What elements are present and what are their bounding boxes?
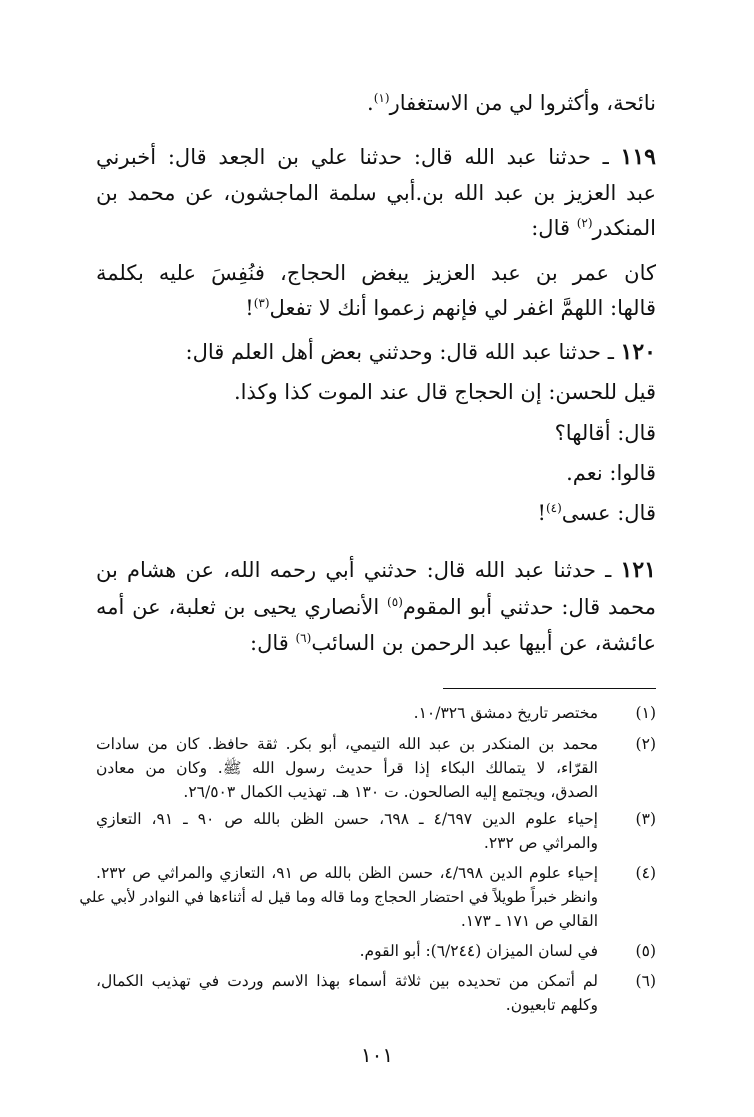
footnote-text: محمد بن المنكدر بن عبد الله التيمي، أبو بكر. ثقة حافظ. كان من سادات <box>96 735 598 753</box>
hadith-number: ١٢١ <box>620 557 656 583</box>
text-line: المنكدر$^{(٢)}$ قال: <box>531 216 656 240</box>
text-line: قيل للحسن: إن الحجاج قال عند الموت كذا وكذا. <box>233 380 656 404</box>
hadith-number: ١١٩ <box>620 144 656 170</box>
footnote-number: (٢) <box>635 735 656 753</box>
text-line: قالها: اللهمَّ اغفر لي فإنهم زعموا أنك لا تفعل$^{(٣)}$! <box>245 296 656 320</box>
footnote-ref: (٢) <box>576 216 593 230</box>
footnote-ref: (٦) <box>295 631 312 645</box>
text-line: عائشة، عن أبيها عبد الرحمن بن السائب$^{(٦)}$ قال: <box>250 631 656 655</box>
footnote-text: وانظر خبراً طويلاً في احتضار الحجاج وما قاله وما قيل له أثناءها في النوادر لأبي علي <box>79 888 598 906</box>
footnote-number: (٤) <box>635 864 656 882</box>
hadith-number: ١٢٠ <box>620 339 656 365</box>
footnote-text: إحياء علوم الدين ٤/٦٩٧ ـ ٦٩٨، حسن الظن بالله ص ٩٠ ـ ٩١، التعازي <box>96 810 598 828</box>
footnote-text: والمراثي ص ٢٣٢. <box>483 834 598 852</box>
text-line: محمد قال: حدثني أبو المقوم$^{(٥)}$ الأنصاري يحيى بن ثعلبة، عن أمه <box>96 595 656 619</box>
footnote <box>96 808 656 854</box>
text-line: قال: عسى$^{(٤)}$! <box>537 501 656 525</box>
hadith-121-line: ١٢١ ـ حدثنا عبد الله قال: حدثني أبي رحمه الله، عن هشام بن <box>96 557 656 583</box>
footnote <box>96 940 656 963</box>
footnote-text: الصدق، ويجتمع إليه الصالحون. ت ١٣٠ هـ. تهذيب الكمال ٢٦/٥٠٣. <box>183 783 598 801</box>
footnote-text: القرّاء، لا يتمالك البكاء إذا قرأ حديث رسول الله ﷺ. وكان من معادن <box>96 759 598 777</box>
footnote-ref: (٥) <box>387 595 403 609</box>
footnote-number: (٦) <box>635 972 656 990</box>
text-line: قالوا: نعم. <box>566 461 656 485</box>
footnote-text: القالي ص ١٧١ ـ ١٧٣. <box>460 912 598 930</box>
footnote-number: (١) <box>635 704 656 722</box>
footnote-number: (٣) <box>635 810 656 828</box>
footnote <box>96 733 656 802</box>
footnote-number: (٥) <box>635 942 656 960</box>
footnote-separator <box>443 688 656 689</box>
footnote-ref: (٣) <box>253 296 270 310</box>
footnote <box>96 702 656 725</box>
text-line: نائحة، وأكثروا لي من الاستغفار$^{(١)}$. <box>367 91 656 115</box>
footnote-ref: (١) <box>373 91 390 105</box>
text-line: عبد العزيز بن عبد الله بن.أبي سلمة الماجشون، عن محمد بن <box>96 181 656 205</box>
footnote-text: إحياء علوم الدين ٤/٦٩٨، حسن الظن بالله ص ٩١، التعازي والمراثي ص ٢٣٢. <box>96 864 598 882</box>
footnote-text: وكلهم تابعيون. <box>505 996 598 1014</box>
hadith-119-line: ١١٩ ـ حدثنا عبد الله قال: حدثنا علي بن الجعد قال: أخبرني <box>96 144 656 170</box>
text-line: كان عمر بن عبد العزيز يبغض الحجاج، فنُفِسَ عليه بكلمة <box>96 261 656 285</box>
footnote-ref: (٤) <box>545 501 562 515</box>
footnote-text: لم أتمكن من تحديده بين ثلاثة أسماء بهذا الاسم وردت في تهذيب الكمال، <box>96 972 598 990</box>
page-number: ١٠١ <box>360 1043 394 1067</box>
footnote <box>96 970 656 1016</box>
footnote-text: في لسان الميزان (٦/٢٤٤): أبو القوم. <box>359 942 598 960</box>
footnote <box>79 862 656 931</box>
footnote-text: مختصر تاريخ دمشق ١٠/٣٢٦. <box>413 704 598 722</box>
hadith-120-line: ١٢٠ ـ حدثنا عبد الله قال: وحدثني بعض أهل العلم قال: <box>185 339 656 365</box>
text-line: قال: أقالها؟ <box>554 421 656 445</box>
